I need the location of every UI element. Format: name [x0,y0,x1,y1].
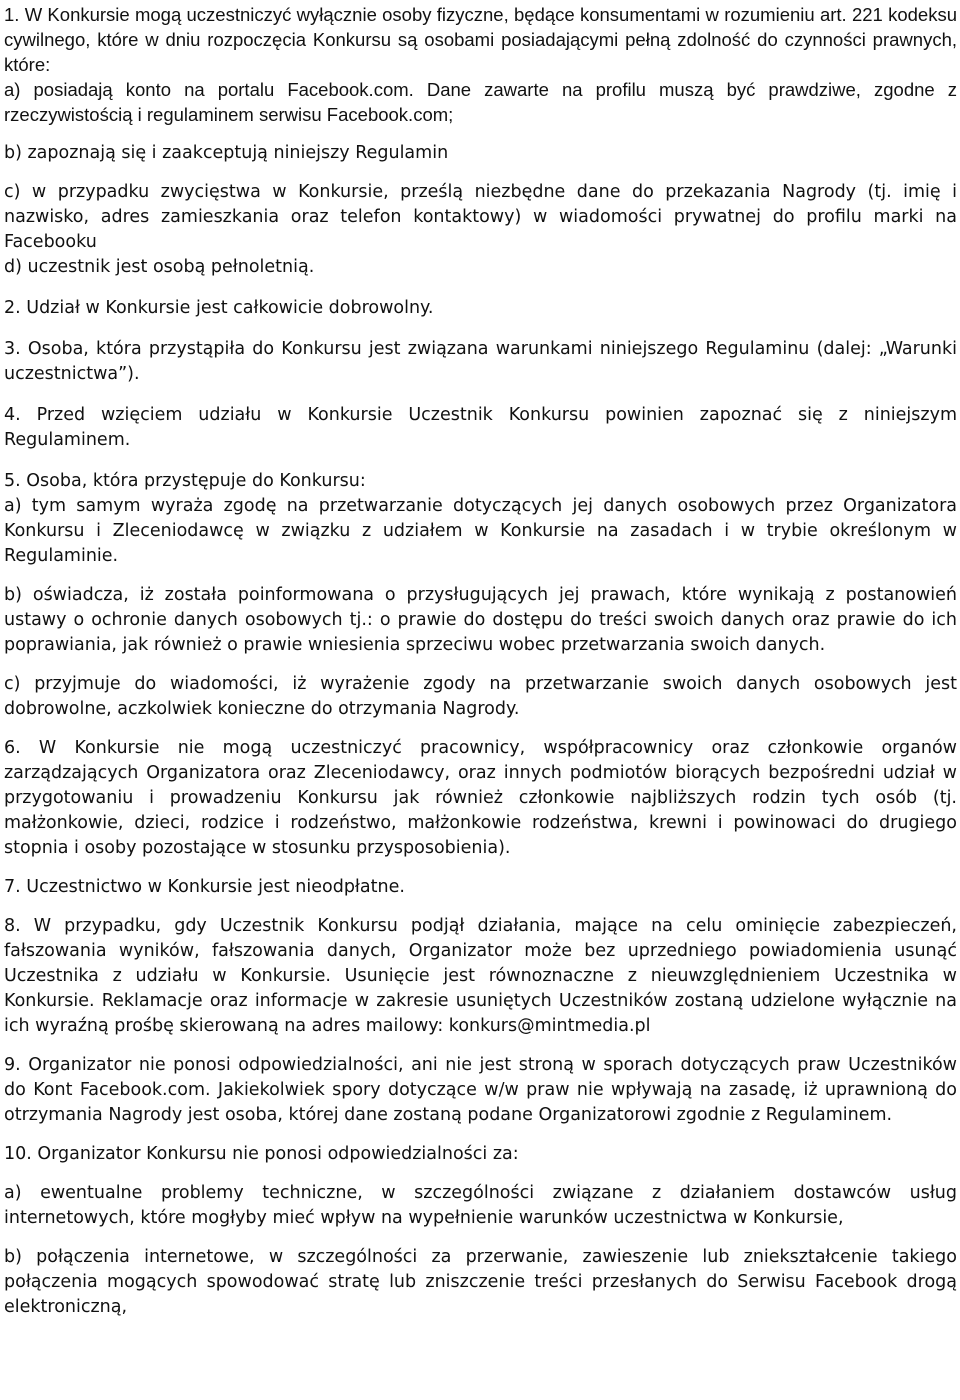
paragraph-1-intro: 1. W Konkursie mogą uczestniczyć wyłącznie osoby fizyczne, będące konsumentami w rozumieniu art. 221 kodeksu cywilnego, które w dniu rozpoczęcia Konkursu są osobami posiadającymi pełną zdolność do czynności prawnych, które: [4,4,957,75]
paragraph-10-a: a) ewentualne problemy techniczne, w szczególności związane z działaniem dostawców usług internetowych, które mogłyby mieć wpływ na wypełnienie warunków uczestnictwa w Konkursie, [4,1183,957,1228]
paragraph-10: 10. Organizator Konkursu nie ponosi odpowiedzialności za: [4,1144,519,1164]
paragraph-4: 4. Przed wzięciem udziału w Konkursie Uczestnik Konkursu powinien zapoznać się z niniejszym Regulaminem. [4,405,957,450]
paragraph-5-b: b) oświadcza, iż została poinformowana o przysługujących jej prawach, które wynikają z postanowień ustawy o ochronie danych osobowych tj.: o prawie do dostępu do treści swoich danych oraz prawie do ich poprawiania, jak również o prawie wniesienia sprzeciwu wobec przetwarzania swoich danych. [4,585,957,655]
paragraph-7: 7. Uczestnictwo w Konkursie jest nieodpłatne. [4,877,405,897]
paragraph-5-c: c) przyjmuje do wiadomości, iż wyrażenie zgody na przetwarzanie swoich danych osobowych jest dobrowolne, aczkolwiek konieczne do otrzymania Nagrody. [4,674,957,719]
paragraph-1-b: b) zapoznają się i zaakceptują niniejszy Regulamin [4,143,449,163]
paragraph-5: 5. Osoba, która przystępuje do Konkursu: [4,471,366,491]
paragraph-1-d: d) uczestnik jest osobą pełnoletnią. [4,257,315,277]
paragraph-1-a: a) posiadają konto na portalu Facebook.com. Dane zawarte na profilu muszą być prawdziwe, zgodne z rzeczywistością i regulaminem serwisu Facebook.com; [4,79,957,125]
paragraph-5-a: a) tym samym wyraża zgodę na przetwarzanie dotyczących jej danych osobowych przez Organizatora Konkursu i Zleceniodawcę w związku z udziałem w Konkursie na zasadach i w trybie określonym w Regulaminie. [4,496,957,566]
paragraph-10-b: b) połączenia internetowe, w szczególności za przerwanie, zawieszenie lub zniekształcenie takiego połączenia mogących spowodować stratę lub zniszczenie treści przesłanych do Serwisu Facebook drogą elektroniczną, [4,1247,957,1317]
paragraph-9: 9. Organizator nie ponosi odpowiedzialności, ani nie jest stroną w sporach dotyczących praw Uczestników do Kont Facebook.com. Jakiekolwiek spory dotyczące w/w praw nie wpływają na zasadę, iż uprawnioną do otrzymania Nagrody jest osoba, której dane zostaną podane Organizatorowi zgodnie z Regulaminem. [4,1055,957,1125]
paragraph-8: 8. W przypadku, gdy Uczestnik Konkursu podjął działania, mające na celu ominięcie zabezpieczeń, fałszowania wyników, fałszowania danych, Organizator może bez uprzedniego powiadomienia usunąć Uczestnika z udziału w Konkursie. Usunięcie jest równoznaczne z nieuwzględnieniem Uczestnika w Konkursie. Reklamacje oraz informacje w zakresie usuniętych Uczestników zostaną udzielone wyłącznie na ich wyraźną prośbę skierowaną na adres mailowy: konkurs@mintmedia.pl [4,916,957,1036]
paragraph-6: 6. W Konkursie nie mogą uczestniczyć pracownicy, współpracownicy oraz członkowie organów zarządzających Organizatora oraz Zleceniodawcy, oraz innych podmiotów biorących bezpośredni udział w przygotowaniu i prowadzeniu Konkursu jak również członkowie najbliższych rodzin tych osób (tj. małżonkowie, dzieci, rodzice i rodzeństwo, małżonkowie rodzeństwa, krewni i powinowaci do drugiego stopnia i osoby pozostające w stosunku przysposobienia). [4,738,957,858]
paragraph-1-c: c) w przypadku zwycięstwa w Konkursie, prześlą niezbędne dane do przekazania Nagrody (tj. imię i nazwisko, adres zamieszkania oraz telefon kontaktowy) w wiadomości prywatnej do profilu marki na Facebooku [4,182,957,252]
paragraph-2: 2. Udział w Konkursie jest całkowicie dobrowolny. [4,298,434,318]
paragraph-3: 3. Osoba, która przystąpiła do Konkursu jest związana warunkami niniejszego Regulaminu (dalej: „Warunki uczestnictwa”). [4,339,957,384]
